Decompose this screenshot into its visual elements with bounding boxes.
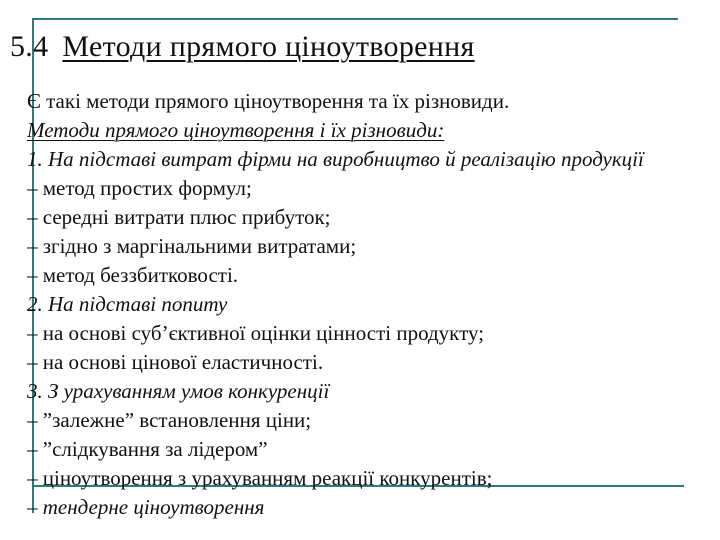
title-text: Методи прямого ціноутворення — [62, 30, 475, 63]
list-item: – тендерне ціноутворення — [27, 495, 265, 519]
list-item: – ціноутворення з урахуванням реакції конкурентів; — [27, 466, 493, 490]
title-number: 5.4 — [10, 30, 49, 63]
intro-line: Є такі методи прямого ціноутворення та їх різновиди. — [27, 89, 510, 113]
list-item: – ”залежне” встановлення ціни; — [27, 408, 312, 432]
group-heading-costs: 1. На підставі витрат фірми на виробництво й реалізацію продукції — [27, 147, 644, 171]
group-heading-competition: 3. З урахуванням умов конкуренції — [27, 379, 330, 403]
list-item: – згідно з маргінальними витратами; — [27, 234, 357, 258]
slide-content — [27, 87, 720, 522]
methods-heading: Методи прямого ціноутворення і їх різновиди: — [27, 118, 445, 142]
top-decorative-line — [32, 18, 678, 20]
group-heading-demand: 2. На підставі попиту — [27, 292, 228, 316]
list-item: – на основі суб’єктивної оцінки цінності продукту; — [27, 321, 485, 345]
list-item: – середні витрати плюс прибуток; — [27, 205, 331, 229]
list-item: – на основі цінової еластичності. — [27, 350, 324, 374]
list-item: – ”слідкування за лідером” — [27, 437, 268, 461]
list-item: – метод беззбитковості. — [27, 263, 239, 287]
slide-title — [10, 30, 475, 64]
list-item: – метод простих формул; — [27, 176, 252, 200]
